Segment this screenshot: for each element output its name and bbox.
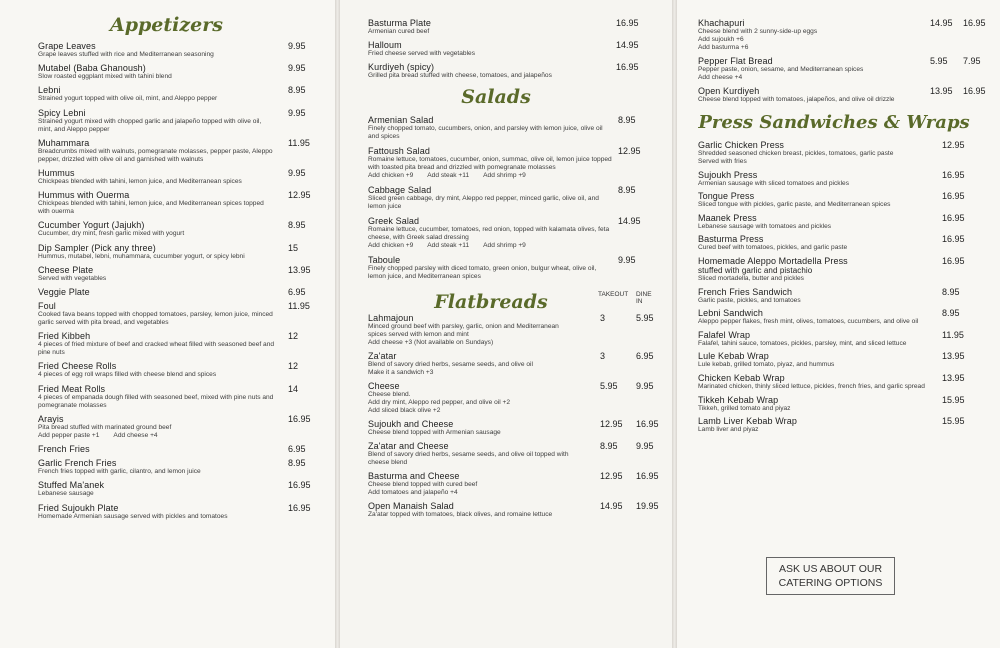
menu-item — [38, 243, 315, 261]
item-description-line-2: Served with fries — [698, 158, 747, 165]
addon-option: Add steak +11 — [427, 172, 470, 179]
item-name: Sujoukh Press — [698, 169, 758, 180]
item-price-dine-in: 16.95 — [963, 86, 986, 96]
item-price-dine-in: 16.95 — [636, 419, 659, 429]
addon-option: Add steak +11 — [427, 242, 470, 249]
item-price: 16.95 — [288, 502, 311, 513]
menu-item — [38, 444, 315, 454]
menu-item — [38, 220, 315, 238]
item-name: Foul — [38, 301, 56, 312]
item-name: Tongue Press — [698, 191, 755, 202]
item-price-takeout: 3 — [600, 313, 606, 323]
item-name: Lule Kebab Wrap — [698, 351, 769, 362]
item-name: Open Kurdiyeh — [698, 86, 760, 96]
menu-item — [698, 56, 990, 82]
item-price-takeout: 5.95 — [930, 56, 948, 66]
item-description: Romaine lettuce, cucumber, tomatoes, red onion, topped with kalamata olives, feta cheese, with Greek salad dressing — [368, 226, 610, 241]
item-name: Basturma and Cheese — [368, 471, 460, 481]
item-name: Fattoush Salad — [368, 146, 430, 156]
item-description: Homemade Armenian sausage served with pickles and tomatoes — [38, 512, 228, 520]
middle-top-list — [368, 18, 654, 80]
item-price-dine-in: 16.95 — [636, 471, 659, 481]
item-price: 9.95 — [288, 107, 306, 118]
item-description: Sliced tongue with pickles, garlic paste, and Mediterranean spices — [698, 201, 891, 209]
item-description: 4 pieces of fried mixture of beef and cracked wheat filled with seasoned beef and pine nuts — [38, 341, 275, 357]
appetizers-list — [38, 41, 315, 521]
menu-item — [698, 234, 990, 252]
item-name: Lahmajoun — [368, 313, 414, 323]
item-price-takeout: 13.95 — [930, 86, 953, 96]
item-description: Lebanese sausage with tomatoes and pickles — [698, 222, 832, 230]
menu-item — [38, 85, 315, 103]
item-name: Hummus with Ouerma — [38, 190, 130, 201]
item-price: 8.95 — [618, 185, 636, 195]
menu-item — [368, 441, 654, 467]
menu-item — [38, 287, 315, 297]
item-price: 12.95 — [942, 140, 965, 150]
right-top-list — [698, 18, 990, 104]
item-addon: Add sujoukh +6 — [698, 36, 744, 43]
item-price: 16.95 — [942, 169, 965, 180]
item-price: 16.95 — [616, 18, 639, 28]
menu-item — [368, 381, 654, 415]
item-name: Sujoukh and Cheese — [368, 419, 454, 429]
item-addon: Add basturma +6 — [698, 44, 749, 51]
item-name: Cabbage Salad — [368, 185, 432, 195]
addon-option: Add cheese +4 — [113, 431, 158, 439]
item-name: Cheese — [368, 381, 400, 391]
item-description: Chickpeas blended with tahini, lemon juice, and Mediterranean spices — [38, 177, 242, 185]
item-addon: Add cheese +4 — [698, 74, 743, 81]
item-name: Garlic French Fries — [38, 458, 117, 469]
item-description: Finely chopped tomato, cucumbers, onion, and parsley with lemon juice, olive oil and spices — [368, 125, 603, 140]
item-price: 16.95 — [942, 212, 965, 223]
item-addon: Add cheese +3 (Not available on Sundays) — [368, 339, 494, 346]
menu-item — [38, 331, 315, 357]
item-price: 14.95 — [618, 216, 641, 226]
item-price-takeout: 14.95 — [930, 18, 953, 28]
item-name: Cheese Plate — [38, 264, 94, 275]
item-price-dine-in: 6.95 — [636, 351, 654, 361]
item-name: Hummus — [38, 167, 75, 178]
item-name: Arayis — [38, 413, 64, 424]
addon-option: Add chicken +9 — [368, 172, 414, 179]
item-price-dine-in: 9.95 — [636, 381, 654, 391]
item-price: 9.95 — [618, 255, 636, 265]
menu-item — [698, 373, 990, 391]
item-name: Grape Leaves — [38, 41, 96, 51]
menu-item — [368, 18, 654, 36]
item-price: 8.95 — [288, 458, 306, 469]
item-price: 12.95 — [618, 146, 641, 156]
menu-item — [38, 63, 315, 81]
menu-panel-middle — [340, 0, 672, 648]
item-price-dine-in: 7.95 — [963, 56, 981, 66]
addon-option: Add chicken +9 — [368, 242, 414, 249]
item-description: Romaine lettuce, tomatoes, cucumber, onion, summac, olive oil, lemon juice topped with toasted pita bread and drizzled with pomegranate molasses — [368, 156, 612, 171]
menu-item — [368, 419, 659, 437]
item-addons — [38, 432, 275, 440]
item-price: 16.95 — [942, 234, 965, 245]
item-addons — [368, 172, 614, 180]
item-price: 11.95 — [288, 301, 310, 312]
salads-list — [368, 115, 654, 281]
item-description: Lamb liver and piyaz — [698, 426, 759, 434]
item-price: 13.95 — [942, 351, 965, 362]
item-description: Grilled pita bread stuffed with cheese, tomatoes, and jalapeños — [368, 72, 552, 79]
item-price-takeout: 12.95 — [600, 471, 623, 481]
menu-panel-left — [0, 0, 335, 648]
menu-item — [698, 287, 990, 305]
item-price-takeout: 12.95 — [600, 419, 623, 429]
menu-item — [368, 501, 659, 519]
item-name: Cucumber Yogurt (Jajukh) — [38, 220, 145, 231]
item-description: Garlic paste, pickles, and tomatoes — [698, 296, 801, 304]
item-name: Garlic Chicken Press — [698, 140, 785, 150]
menu-item — [698, 351, 990, 369]
item-description: Cooked fava beans topped with chopped tomatoes, parsley, lemon juice, minced garlic served with pita bread, and vegetables — [38, 311, 273, 327]
menu-item — [698, 395, 990, 413]
item-description: Shredded seasoned chicken breast, pickles, tomatoes, garlic paste — [698, 150, 894, 157]
addon-option: Add shrimp +9 — [483, 242, 526, 249]
item-description: Aleppo pepper flakes, fresh mint, olives, tomatoes, cucumbers, and olive oil — [698, 318, 919, 326]
menu-item — [368, 216, 654, 250]
catering-box — [766, 557, 895, 595]
item-price: 6.95 — [288, 444, 306, 454]
item-name: Falafel Wrap — [698, 329, 751, 340]
item-name-line-2: stuffed with garlic and pistachio — [698, 265, 813, 275]
catering-line-1: ASK US ABOUT OUR — [778, 563, 883, 575]
item-description: Cucumber, dry mint, fresh garlic mixed with yogurt — [38, 230, 185, 238]
item-name: Armenian Salad — [368, 115, 434, 125]
menu-item — [368, 62, 654, 80]
item-price-takeout: 3 — [600, 351, 606, 361]
menu-item — [368, 351, 654, 377]
item-description: Breadcrumbs mixed with walnuts, pomegranate molasses, pepper paste, Aleppo pepper, drizzled with olive oil and garnished with walnuts — [38, 147, 273, 163]
item-addon: Make it a sandwich +3 — [368, 369, 434, 376]
item-price: 13.95 — [942, 372, 965, 383]
menu-item — [38, 301, 315, 327]
menu-item — [38, 480, 315, 498]
column-dine-in: DINE IN — [636, 291, 652, 305]
menu-item — [698, 86, 990, 104]
item-price-takeout: 5.95 — [600, 381, 618, 391]
item-name: Pepper Flat Bread — [698, 56, 773, 66]
item-name: Basturma Press — [698, 234, 764, 245]
item-name: Lamb Liver Kebab Wrap — [698, 416, 797, 427]
menu-item — [38, 108, 315, 134]
item-name: Veggie Plate — [38, 286, 90, 297]
item-name: Fried Sujoukh Plate — [38, 502, 119, 513]
item-price: 16.95 — [942, 255, 965, 266]
item-description: Hummus, mutabel, lebni, muhammara, cucumber yogurt, or spicy lebni — [38, 252, 245, 260]
menu-item — [698, 416, 990, 434]
item-name: French Fries — [38, 444, 90, 454]
menu-item — [698, 140, 990, 166]
item-name: Fried Cheese Rolls — [38, 361, 117, 372]
item-name: Za'atar and Cheese — [368, 441, 449, 451]
item-price: 9.95 — [288, 167, 306, 178]
item-name: Fried Meat Rolls — [38, 383, 106, 394]
item-description: Cheese blend topped with Armenian sausage — [368, 429, 501, 436]
item-description: Blend of savory dried herbs, sesame seeds, and olive oil — [368, 361, 533, 368]
item-description: Cheese blend topped with tomatoes, jalapeños, and olive oil drizzle — [698, 96, 895, 103]
item-price: 12 — [288, 331, 299, 342]
menu-item — [38, 503, 315, 521]
menu-item — [698, 170, 990, 188]
item-price: 14.95 — [616, 40, 639, 50]
item-name: Spicy Lebni — [38, 107, 86, 118]
item-description: Served with vegetables — [38, 274, 107, 282]
section-title-appetizers: Appetizers — [110, 14, 223, 36]
item-description: Tikkeh, grilled tomato and piyaz — [698, 404, 791, 412]
item-description: Lule kebab, grilled tomato, piyaz, and hummus — [698, 361, 835, 369]
item-price: 15 — [288, 242, 299, 253]
menu-item — [38, 190, 315, 216]
item-addon: Add dry mint, Aleppo red pepper, and olive oil +2 — [368, 399, 511, 406]
item-price: 8.95 — [288, 220, 306, 231]
item-name: Dip Sampler (Pick any three) — [38, 242, 156, 253]
item-name: Khachapuri — [698, 18, 745, 28]
item-name: Basturma Plate — [368, 18, 431, 28]
item-price-dine-in: 19.95 — [636, 501, 659, 511]
item-description: Minced ground beef with parsley, garlic, onion and Mediterranean spices served with lemon and mint — [368, 323, 559, 338]
menu-item — [38, 361, 315, 379]
item-addon: Add tomatoes and jalapeño +4 — [368, 489, 458, 496]
item-name: Mutabel (Baba Ghanoush) — [38, 63, 146, 74]
menu-item — [698, 330, 990, 348]
item-price: 8.95 — [288, 85, 306, 96]
item-name: Lebni — [38, 85, 61, 96]
menu-item — [698, 18, 990, 52]
item-price: 6.95 — [288, 286, 306, 297]
item-description: Cheese blend with 2 sunny-side-up eggs — [698, 28, 818, 35]
item-price: 9.95 — [288, 63, 306, 74]
item-price: 16.95 — [942, 191, 965, 202]
item-name: Open Manaish Salad — [368, 501, 454, 511]
item-description: Cheese blend. — [368, 391, 411, 398]
item-price: 15.95 — [942, 416, 965, 427]
section-title-flatbreads: Flatbreads — [434, 291, 548, 313]
item-description: Za'atar topped with tomatoes, black olives, and romaine lettuce — [368, 511, 553, 518]
item-description: Chickpeas blended with tahini, lemon juice, and Mediterranean spices topped with ouerma — [38, 200, 264, 216]
item-price-dine-in: 5.95 — [636, 313, 654, 323]
item-name: Taboule — [368, 255, 401, 265]
item-price: 9.95 — [288, 41, 306, 51]
menu-item — [698, 256, 990, 283]
item-price-dine-in: 16.95 — [963, 18, 986, 28]
menu-panel-right — [677, 0, 1000, 648]
item-price: 8.95 — [942, 308, 960, 319]
menu-item — [368, 471, 659, 497]
addon-option: Add shrimp +9 — [483, 172, 526, 179]
item-description: Finely chopped parsley with diced tomato, green onion, bulgur wheat, olive oil, lemon juice, and Mediterranean spices — [368, 265, 597, 280]
item-price-dine-in: 9.95 — [636, 441, 654, 451]
menu-item — [38, 138, 315, 164]
item-name: Maanek Press — [698, 212, 757, 223]
item-description: Lebanese sausage — [38, 490, 94, 498]
item-price-takeout: 14.95 — [600, 501, 623, 511]
item-description: 4 pieces of egg roll wraps filled with cheese blend and spices — [38, 371, 217, 379]
item-description: Sliced green cabbage, dry mint, Aleppo red pepper, minced garlic, olive oil, and lemon juice — [368, 195, 599, 210]
sandwiches-list — [698, 140, 990, 434]
item-description: Cured beef with tomatoes, pickles, and garlic paste — [698, 244, 848, 252]
item-name: Za'atar — [368, 351, 397, 361]
item-addon: Add sliced black olive +2 — [368, 407, 441, 414]
item-price: 16.95 — [288, 413, 311, 424]
item-price: 15.95 — [942, 394, 965, 405]
menu-item — [38, 414, 315, 440]
item-description: Grape leaves stuffed with rice and Mediterranean seasoning — [38, 51, 214, 58]
menu-item — [698, 213, 990, 231]
item-description: Blend of savory dried herbs, sesame seeds, and olive oil topped with cheese blend — [368, 451, 569, 466]
column-takeout: TAKEOUT — [598, 291, 629, 298]
menu-item — [368, 185, 654, 211]
item-price: 13.95 — [288, 264, 311, 275]
item-name: Stuffed Ma'anek — [38, 480, 105, 491]
item-name: Halloum — [368, 40, 402, 50]
menu-item — [38, 458, 315, 476]
flatbreads-header — [368, 291, 654, 313]
item-price-takeout: 8.95 — [600, 441, 618, 451]
item-description: Marinated chicken, thinly sliced lettuce, pickles, french fries, and garlic spread — [698, 382, 925, 390]
menu-item — [38, 41, 315, 59]
menu-item — [368, 146, 654, 180]
menu-item — [368, 40, 654, 58]
item-description: French fries topped with garlic, cilantro, and lemon juice — [38, 468, 201, 476]
item-description: Strained yogurt topped with olive oil, mint, and Aleppo pepper — [38, 95, 218, 103]
item-name: Muhammara — [38, 137, 90, 148]
item-name: Fried Kibbeh — [38, 331, 91, 342]
item-description: Strained yogurt mixed with chopped garlic and jalapeño topped with olive oil, mint, and Aleppo pepper — [38, 117, 262, 133]
item-name: Lebni Sandwich — [698, 308, 763, 319]
item-description: Pepper paste, onion, sesame, and Mediterranean spices — [698, 66, 864, 73]
item-price: 16.95 — [288, 480, 311, 491]
menu-item — [698, 308, 990, 326]
item-description: Slow roasted eggplant mixed with tahini blend — [38, 73, 172, 81]
item-name: Greek Salad — [368, 216, 420, 226]
item-price: 11.95 — [288, 137, 310, 148]
item-description: Cheese blend topped with cured beef — [368, 481, 478, 488]
menu-item — [368, 255, 654, 281]
item-description: Pita bread stuffed with marinated ground beef — [38, 423, 172, 431]
item-price: 16.95 — [616, 62, 639, 72]
item-price: 12.95 — [288, 190, 311, 201]
menu-item — [368, 115, 654, 141]
section-title-sandwiches: Press Sandwiches & Wraps — [698, 112, 970, 133]
item-description: 4 pieces of empanada dough filled with seasoned beef, mixed with pine nuts and pomegranate molasses — [38, 393, 274, 409]
item-name: Kurdiyeh (spicy) — [368, 62, 435, 72]
item-name: Tikkeh Kebab Wrap — [698, 394, 779, 405]
menu-item — [38, 265, 315, 283]
item-price: 11.95 — [942, 329, 964, 340]
menu-item — [38, 384, 315, 410]
item-name: French Fries Sandwich — [698, 286, 793, 297]
item-name: Chicken Kebab Wrap — [698, 372, 785, 383]
flatbreads-list — [368, 313, 659, 519]
item-price: 14 — [288, 383, 299, 394]
item-description: Sliced mortadella, butter and pickles — [698, 274, 804, 282]
item-description: Armenian sausage with sliced tomatoes and pickles — [698, 179, 850, 187]
item-price: 8.95 — [618, 115, 636, 125]
item-price: 12 — [288, 361, 299, 372]
menu-item — [38, 168, 315, 186]
item-name: Homemade Aleppo Mortadella Press — [698, 255, 848, 266]
catering-line-2: CATERING OPTIONS — [778, 577, 883, 589]
item-addons — [368, 242, 614, 250]
section-title-salads: Salads — [461, 86, 531, 108]
menu-item — [368, 313, 654, 347]
addon-option: Add pepper paste +1 — [38, 431, 100, 439]
item-price: 8.95 — [942, 286, 960, 297]
item-description: Fried cheese served with vegetables — [368, 50, 476, 57]
menu-item — [698, 191, 990, 209]
item-description: Armenian cured beef — [368, 28, 430, 35]
item-description: Falafel, tahini sauce, tomatoes, pickles, parsley, mint, and sliced lettuce — [698, 339, 907, 347]
